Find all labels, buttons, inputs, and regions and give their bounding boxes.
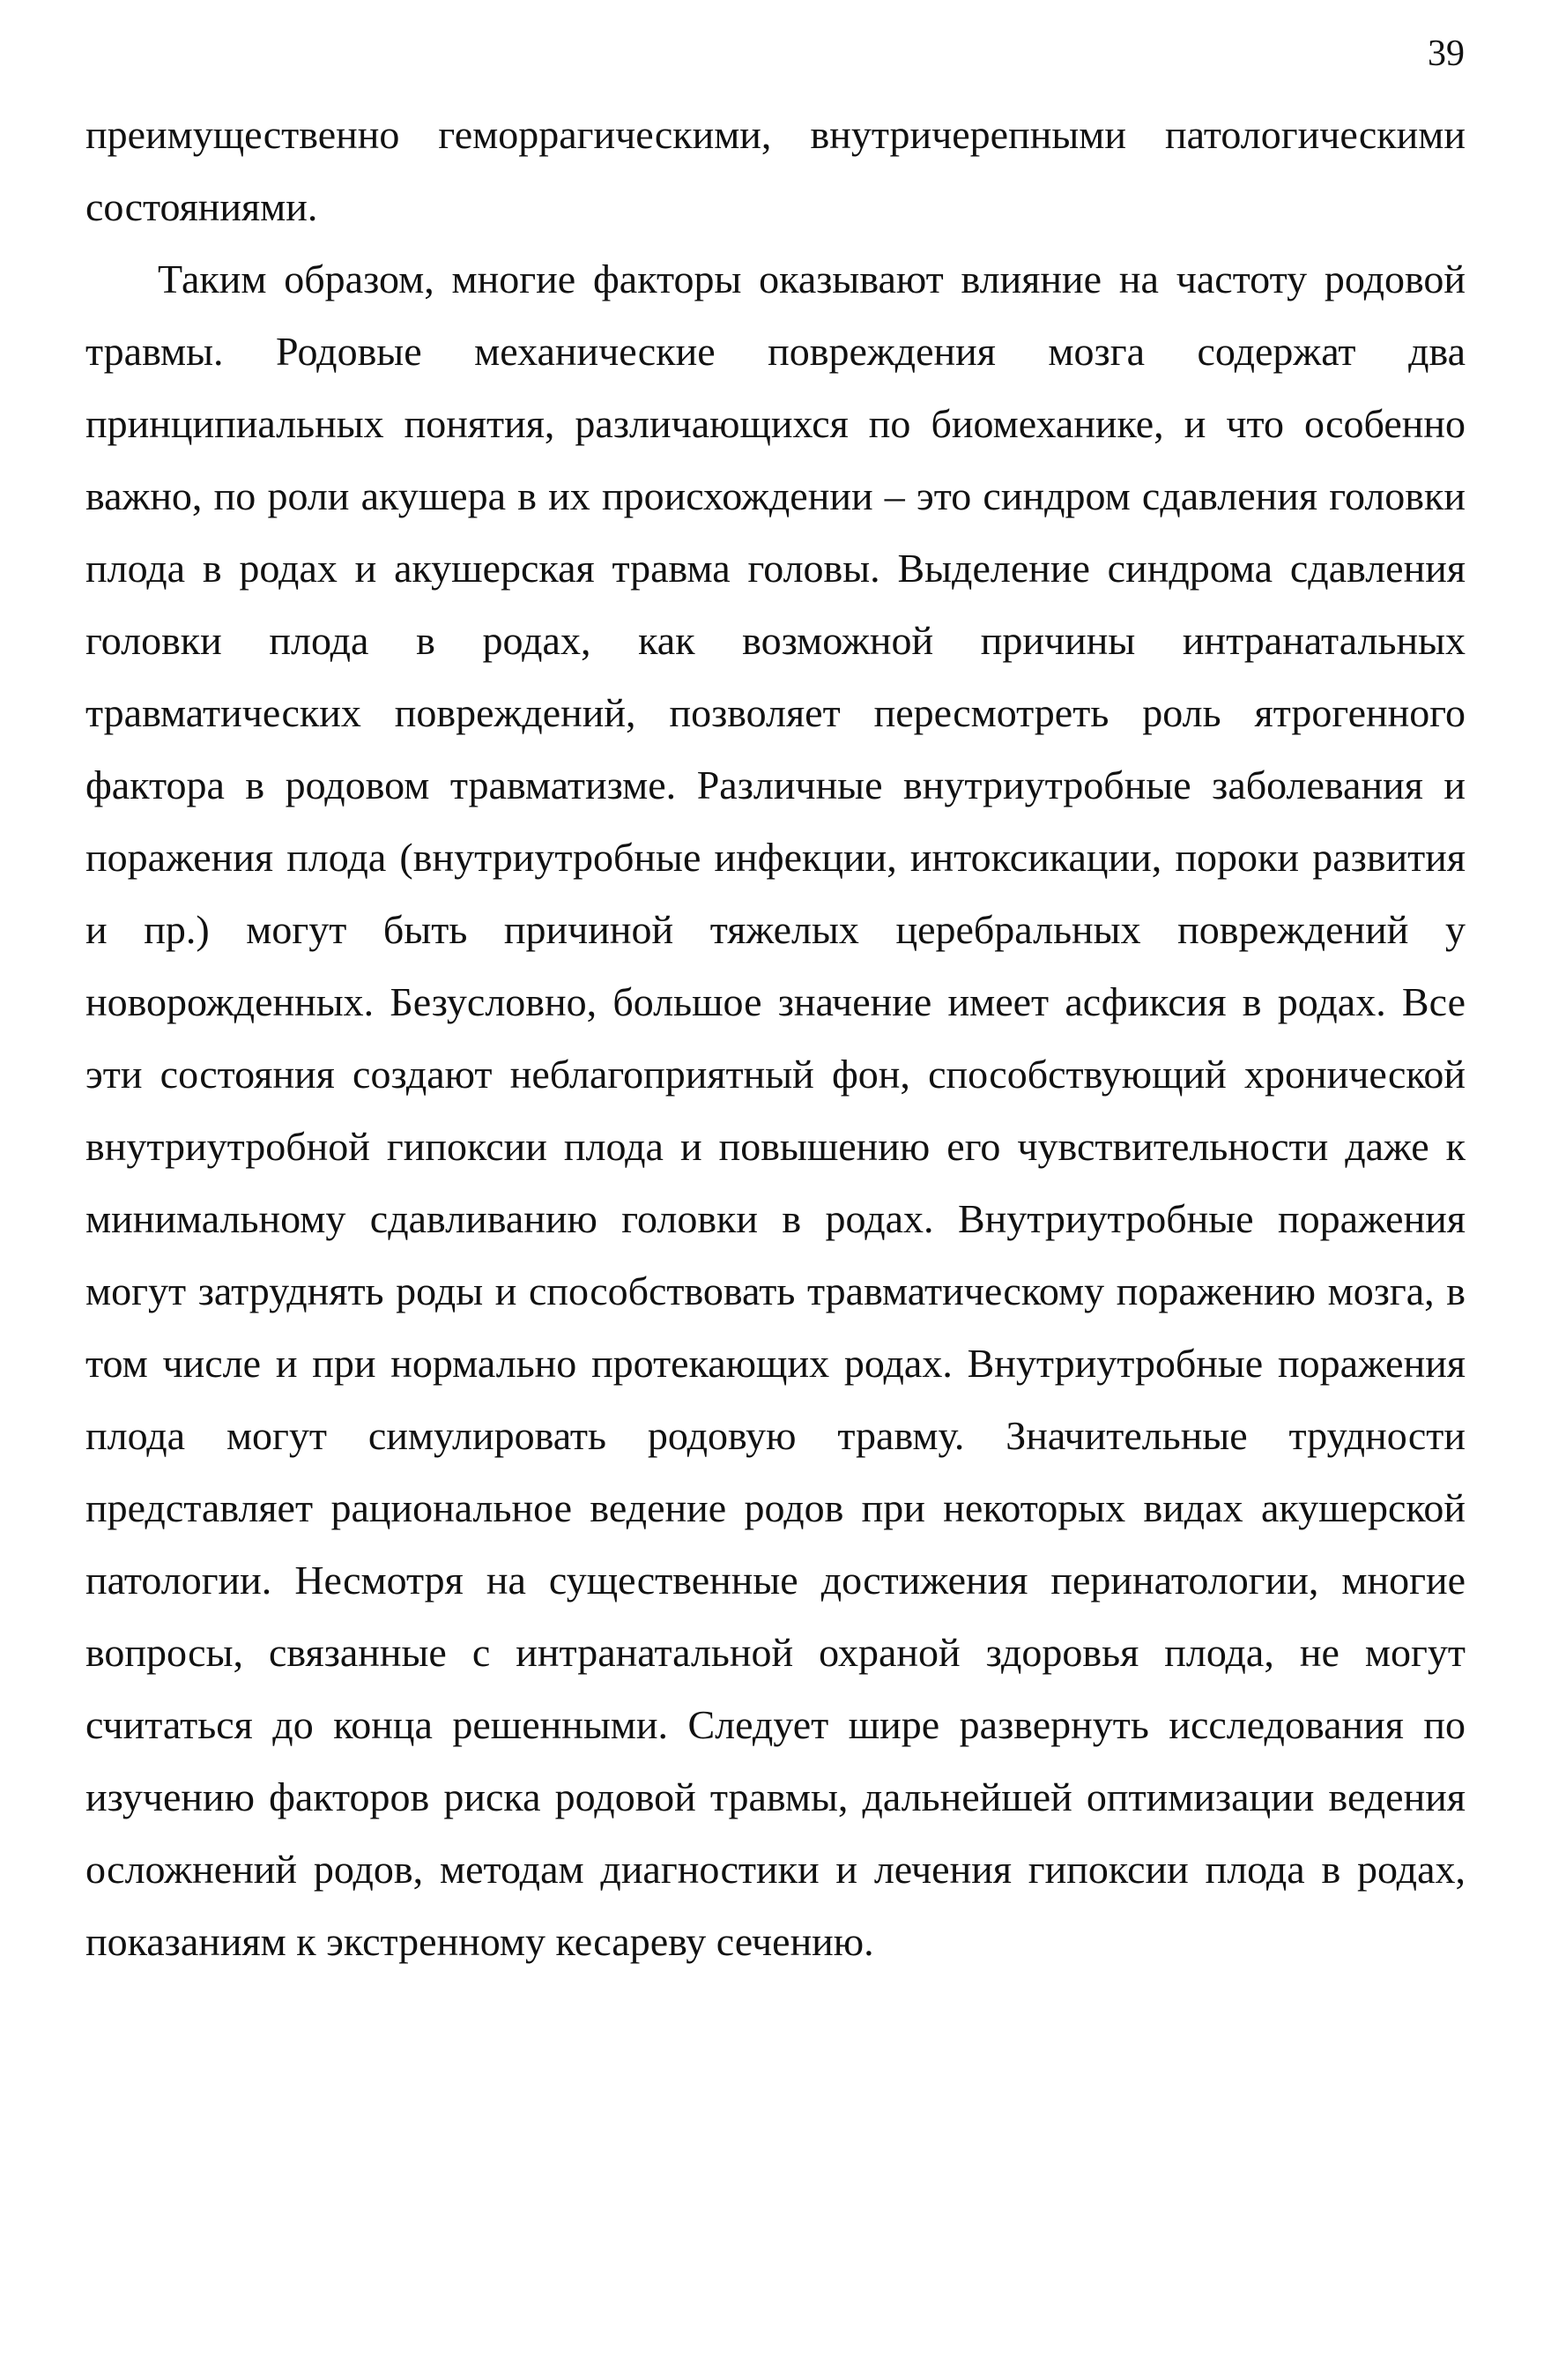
- paragraph-main: Таким образом, многие факторы оказывают влияние на частоту родовой травмы. Родовые механические повреждения мозга содержат два принципиальных понятия, различающихся по биомеханике, и что особенно важно, по роли акушера в их происхождении – это синдром сдавления головки плода в родах и акушерская травма головы. Выделение синдрома сдавления головки плода в родах, как возможной причины интранатальных травматических повреждений, позволяет пересмотреть роль ятрогенного фактора в родовом травматизме. Различные внутриутробные заболевания и поражения плода (внутриутробные инфекции, интоксикации, пороки развития и пр.) могут быть причиной тяжелых церебральных повреждений у новорожденных. Безусловно, большое значение имеет асфиксия в родах. Все эти состояния создают неблагоприятный фон, способствующий хронической внутриутробной гипоксии плода и повышению его чувствительности даже к минимальному сдавливанию головки в родах. Внутриутробные поражения могут затруднять роды и способствовать травматическому поражению мозга, в том числе и при нормально протекающих родах. Внутриутробные поражения плода могут симулировать родовую травму. Значительные трудности представляет рациональное ведение родов при некоторых видах акушерской патологии. Несмотря на существенные достижения перинатологии, многие вопросы, связанные с интранатальной охраной здоровья плода, не могут считаться до конца решенными. Следует шире развернуть исследования по изучению факторов риска родовой травмы, дальнейшей оптимизации ведения осложнений родов, методам диагностики и лечения гипоксии плода в родах, показаниям к экстренному кесареву сечению.: [85, 257, 1466, 1964]
- paragraph-continuation: преимущественно геморрагическими, внутричерепными патологическими состояниями.: [85, 112, 1466, 229]
- body-text: [85, 99, 1466, 1978]
- page-number: 39: [1428, 33, 1465, 74]
